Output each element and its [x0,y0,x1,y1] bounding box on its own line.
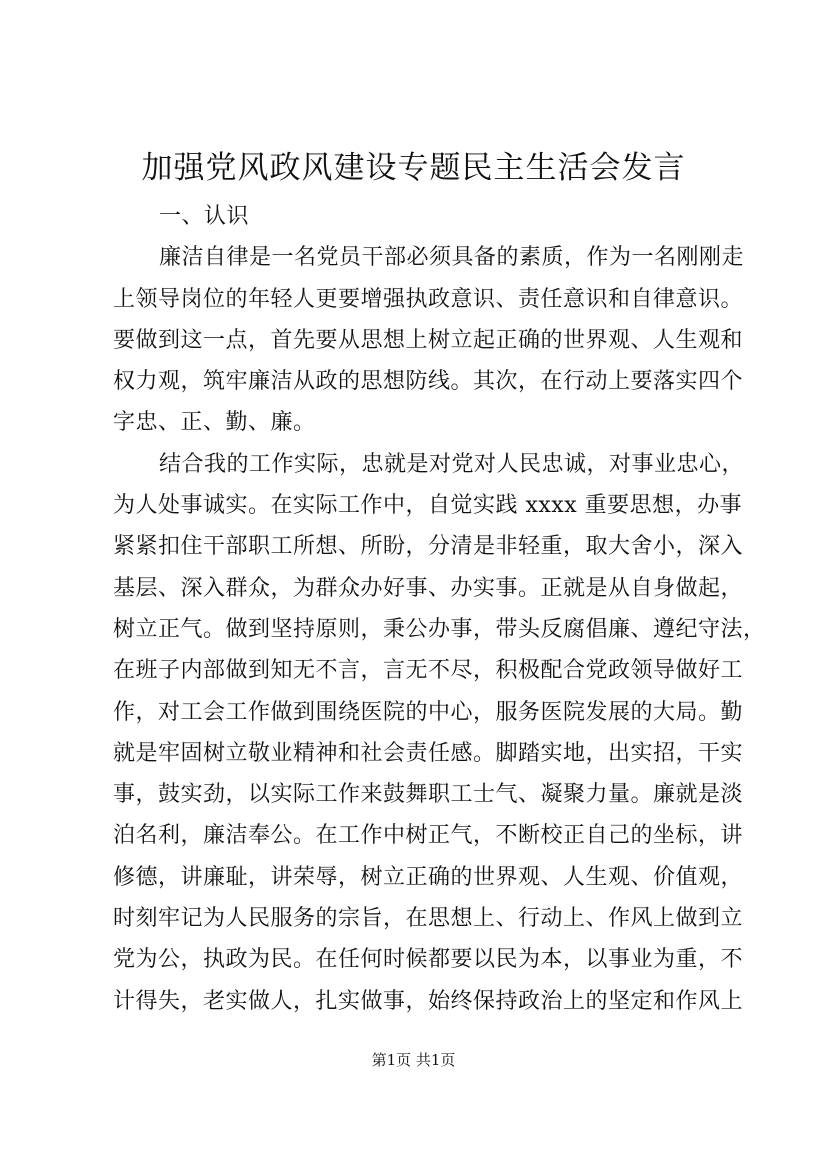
paragraph-1-line: 字忠、正、勤、廉。 [113,410,316,436]
paragraph-2-line: 在班子内部做到知无不言，言无不尽，积极配合党政领导做好工 [113,658,744,684]
paragraph-1-line: 上领导岗位的年轻人更要增强执政意识、责任意识和自律意识。 [113,286,744,312]
paragraph-2-line: 紧紧扣住干部职工所想、所盼，分清是非轻重，取大舍小，深入 [113,534,744,560]
paragraph-2-line: 事，鼓实劲，以实际工作来鼓舞职工士气、凝聚力量。廉就是淡 [113,782,744,808]
paragraph-1-line: 权力观，筑牢廉洁从政的思想防线。其次，在行动上要落实四个 [113,369,744,395]
page-footer: 第1页 共1页 [371,1051,456,1069]
document-title: 加强党风政风建设专题民主生活会发言 [141,150,686,186]
paragraph-2-line: 基层、深入群众，为群众办好事、办实事。正就是从自身做起， [113,575,744,601]
paragraph-2-line: 计得失，老实做人，扎实做事，始终保持政治上的坚定和作风上 [113,988,744,1014]
paragraph-2-line: 党为公，执政为民。在任何时候都要以民为本，以事业为重，不 [113,947,744,973]
paragraph-2-line: 作，对工会工作做到围绕医院的中心，服务医院发展的大局。勤 [113,699,744,725]
document-body [113,196,766,1022]
paragraph-2-line: 就是牢固树立敬业精神和社会责任感。脚踏实地，出实招，干实 [113,740,744,766]
paragraph-2-line: 树立正气。做到坚持原则，秉公办事，带头反腐倡廉、遵纪守法， [113,616,766,642]
paragraph-2-line: 结合我的工作实际，忠就是对党对人民忠诚，对事业忠心， [159,451,745,477]
paragraph-1-line: 要做到这一点，首先要从思想上树立起正确的世界观、人生观和 [113,327,744,353]
paragraph-2-line: 为人处事诚实。在实际工作中，自觉实践 xxxx 重要思想，办事 [113,493,743,519]
paragraph-2-line: 修德，讲廉耻，讲荣辱，树立正确的世界观、人生观、价值观， [113,864,744,890]
section-heading: 一、认识 [159,204,250,229]
paragraph-2-line: 时刻牢记为人民服务的宗旨，在思想上、行动上、作风上做到立 [113,906,744,932]
paragraph-1-line: 廉洁自律是一名党员干部必须具备的素质，作为一名刚刚走 [159,245,745,271]
paragraph-2-line: 泊名利，廉洁奉公。在工作中树正气，不断校正自己的坐标，讲 [113,823,744,849]
